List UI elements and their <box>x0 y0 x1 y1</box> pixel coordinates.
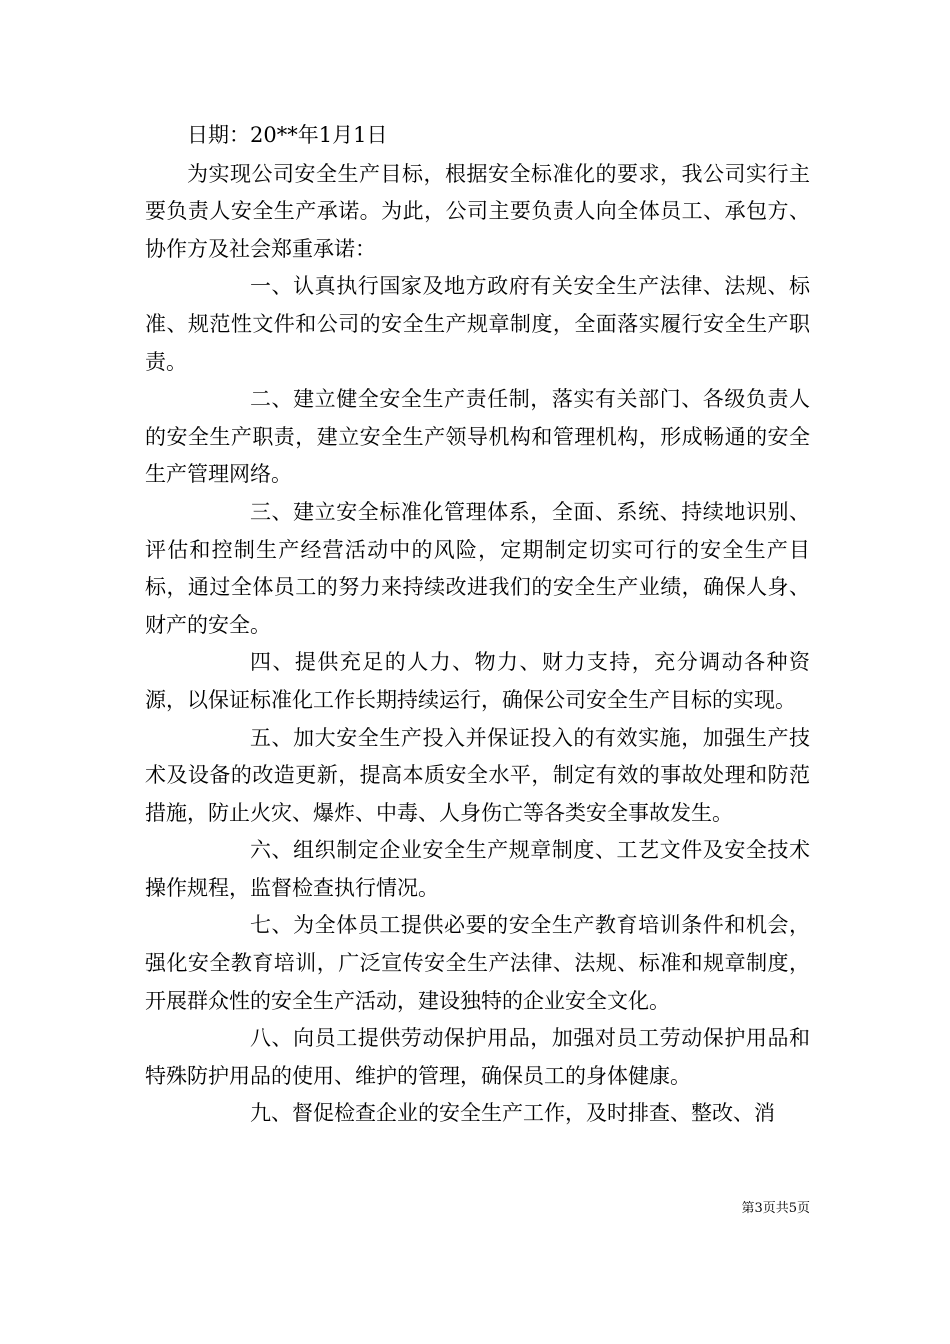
item-paragraph-8: 八、向员工提供劳动保护用品，加强对员工劳动保护用品和特殊防护用品的使用、维护的管理，确保员工的身体健康。 <box>145 1026 810 1088</box>
item-paragraph-4: 四、提供充足的人力、物力、财力支持，充分调动各种资源，以保证标准化工作长期持续运行，确保公司安全生产目标的实现。 <box>145 650 810 712</box>
item-paragraph-6: 六、组织制定企业安全生产规章制度、工艺文件及安全技术操作规程，监督检查执行情况。 <box>145 838 810 900</box>
intro-paragraph: 为实现公司安全生产目标，根据安全标准化的要求，我公司实行主要负责人安全生产承诺。为此，公司主要负责人向全体员工、承包方、协作方及社会郑重承诺： <box>145 161 810 261</box>
page-number: 第3页共5页 <box>741 1201 810 1216</box>
date-line: 日期：20**年1月1日 <box>187 123 388 147</box>
item-paragraph-9: 九、督促检查企业的安全生产工作，及时排查、整改、消 <box>250 1101 775 1126</box>
item-paragraph-5: 五、加大安全生产投入并保证投入的有效实施，加强生产技术及设备的改造更新，提高本质安全水平，制定有效的事故处理和防范措施，防止火灾、爆炸、中毒、人身伤亡等各类安全事故发生。 <box>145 725 810 825</box>
item-paragraph-7: 七、为全体员工提供必要的安全生产教育培训条件和机会，强化安全教育培训，广泛宣传安全生产法律、法规、标准和规章制度，开展群众性的安全生产活动，建设独特的企业安全文化。 <box>145 913 810 1013</box>
item-paragraph-2: 二、建立健全安全生产责任制，落实有关部门、各级负责人的安全生产职责，建立安全生产领导机构和管理机构，形成畅通的安全生产管理网络。 <box>145 387 810 487</box>
document-body <box>145 117 810 1133</box>
item-paragraph-1: 一、认真执行国家及地方政府有关安全生产法律、法规、标准、规范性文件和公司的安全生产规章制度，全面落实履行安全生产职责。 <box>145 274 810 374</box>
item-paragraph-3: 三、建立安全标准化管理体系，全面、系统、持续地识别、评估和控制生产经营活动中的风险，定期制定切实可行的安全生产目标，通过全体员工的努力来持续改进我们的安全生产业绩，确保人身、财产的安全。 <box>145 499 810 637</box>
